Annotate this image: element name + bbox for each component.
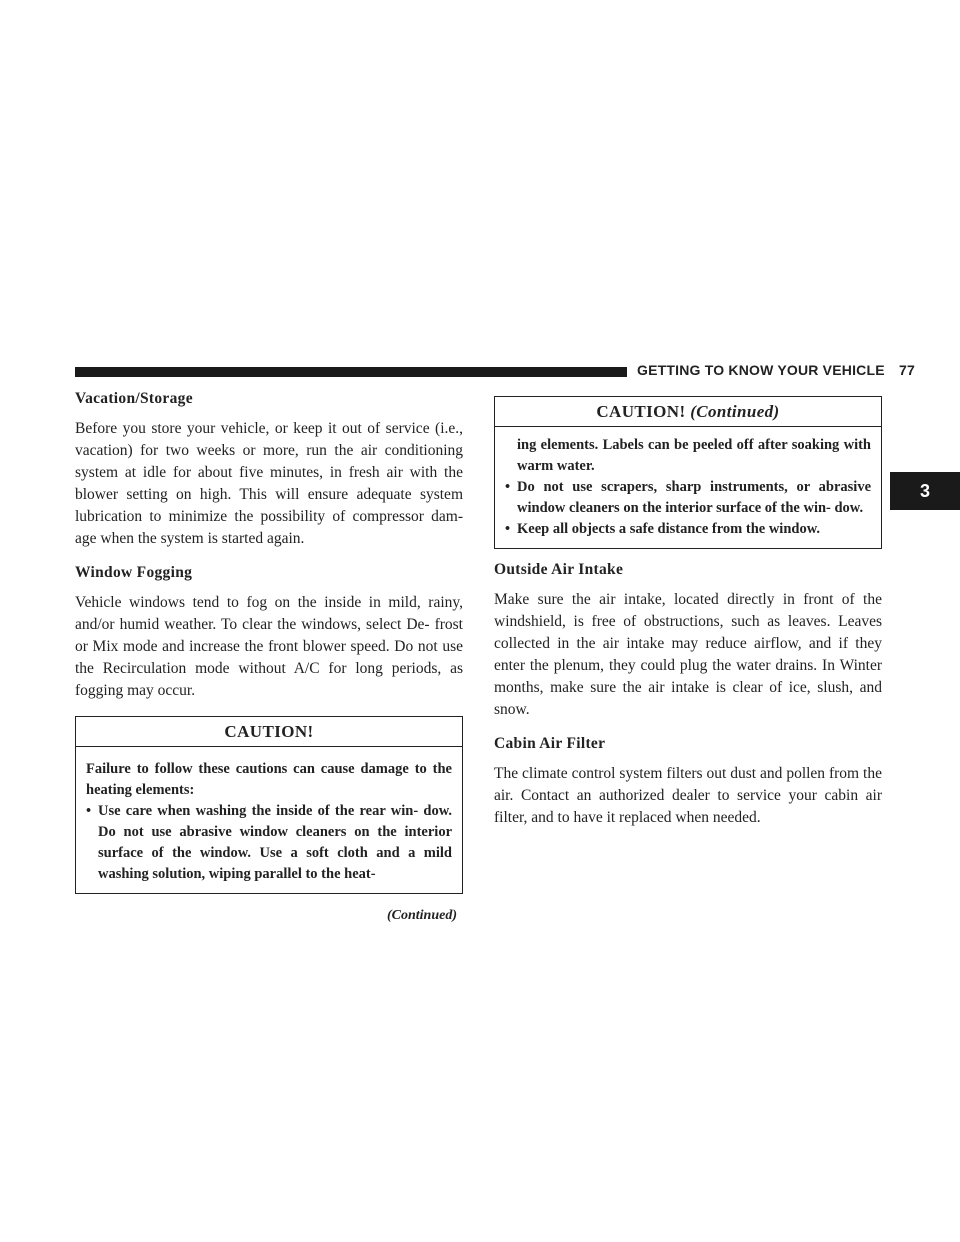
heading-cabin-air-filter: Cabin Air Filter bbox=[494, 735, 606, 752]
running-header bbox=[637, 362, 915, 378]
caution-continued-text: ing elements. Labels can be peeled off after soaking with warm water. bbox=[517, 437, 871, 474]
paragraph-vacation-storage: Before you store your vehicle, or keep it out of service (i.e., vacation) for two weeks or more, run the air conditioning system at idle for about five minutes, in fresh air with the blower setting on high. This will ensure adequate system lubrication to minimize the possibility of compressor dam- age when the system is started again. bbox=[75, 420, 463, 547]
bullet-icon: • bbox=[86, 803, 92, 819]
caution-bullet bbox=[86, 801, 452, 885]
heading-window-fogging: Window Fogging bbox=[75, 564, 193, 581]
section-title: GETTING TO KNOW YOUR VEHICLE bbox=[637, 362, 885, 378]
right-column bbox=[494, 396, 882, 843]
bullet-icon: • bbox=[505, 521, 511, 537]
caution-bullet-text: Use care when washing the inside of the rear win- dow. Do not use abrasive window cleaners on the interior surface of the window. Use a soft cloth and a mild washing solution, wiping parallel to the heat- bbox=[98, 803, 452, 882]
continued-label: (Continued) bbox=[386, 908, 457, 923]
heading-outside-air-intake: Outside Air Intake bbox=[494, 561, 624, 578]
caution-title-continued bbox=[495, 397, 881, 427]
caution-body bbox=[76, 747, 462, 893]
caution-title: CAUTION! bbox=[76, 717, 462, 747]
chapter-tab: 3 bbox=[890, 472, 960, 510]
caution-bullet-text: Keep all objects a safe distance from the window. bbox=[517, 521, 820, 537]
heading-vacation-storage: Vacation/Storage bbox=[75, 390, 193, 407]
caution-bullet bbox=[505, 519, 871, 540]
left-column bbox=[75, 390, 463, 924]
header-rule bbox=[75, 367, 627, 377]
paragraph-outside-air-intake: Make sure the air intake, located directly in front of the windshield, is free of obstructions, such as leaves. Leaves collected in the air intake may reduce airflow, and if they enter the plenum, they could plug the water drains. In Winter months, make sure the air intake is clear of ice, slush, and snow. bbox=[494, 591, 882, 718]
caution-intro: Failure to follow these cautions can cause damage to the heating elements: bbox=[86, 761, 452, 798]
caution-body-continued bbox=[495, 427, 881, 548]
caution-box bbox=[75, 716, 463, 894]
bullet-icon: • bbox=[505, 479, 511, 495]
caution-title-text: CAUTION! bbox=[596, 402, 686, 421]
paragraph-window-fogging: Vehicle windows tend to fog on the inside in mild, rainy, and/or humid weather. To clear the windows, select De- frost or Mix mode and increase the front blower speed. Do not use the Recirculation mode without A/C for long periods, as fogging may occur. bbox=[75, 594, 463, 699]
caution-title-suffix: (Continued) bbox=[690, 402, 780, 421]
caution-bullet bbox=[505, 477, 871, 519]
paragraph-cabin-air-filter: The climate control system filters out dust and pollen from the air. Contact an authorized dealer to service your cabin air filter, and to have it replaced when needed. bbox=[494, 765, 882, 826]
caution-bullet-text: Do not use scrapers, sharp instruments, or abrasive window cleaners on the interior surface of the win- dow. bbox=[517, 479, 871, 516]
page-number: 77 bbox=[898, 362, 915, 378]
caution-box-continued bbox=[494, 396, 882, 549]
